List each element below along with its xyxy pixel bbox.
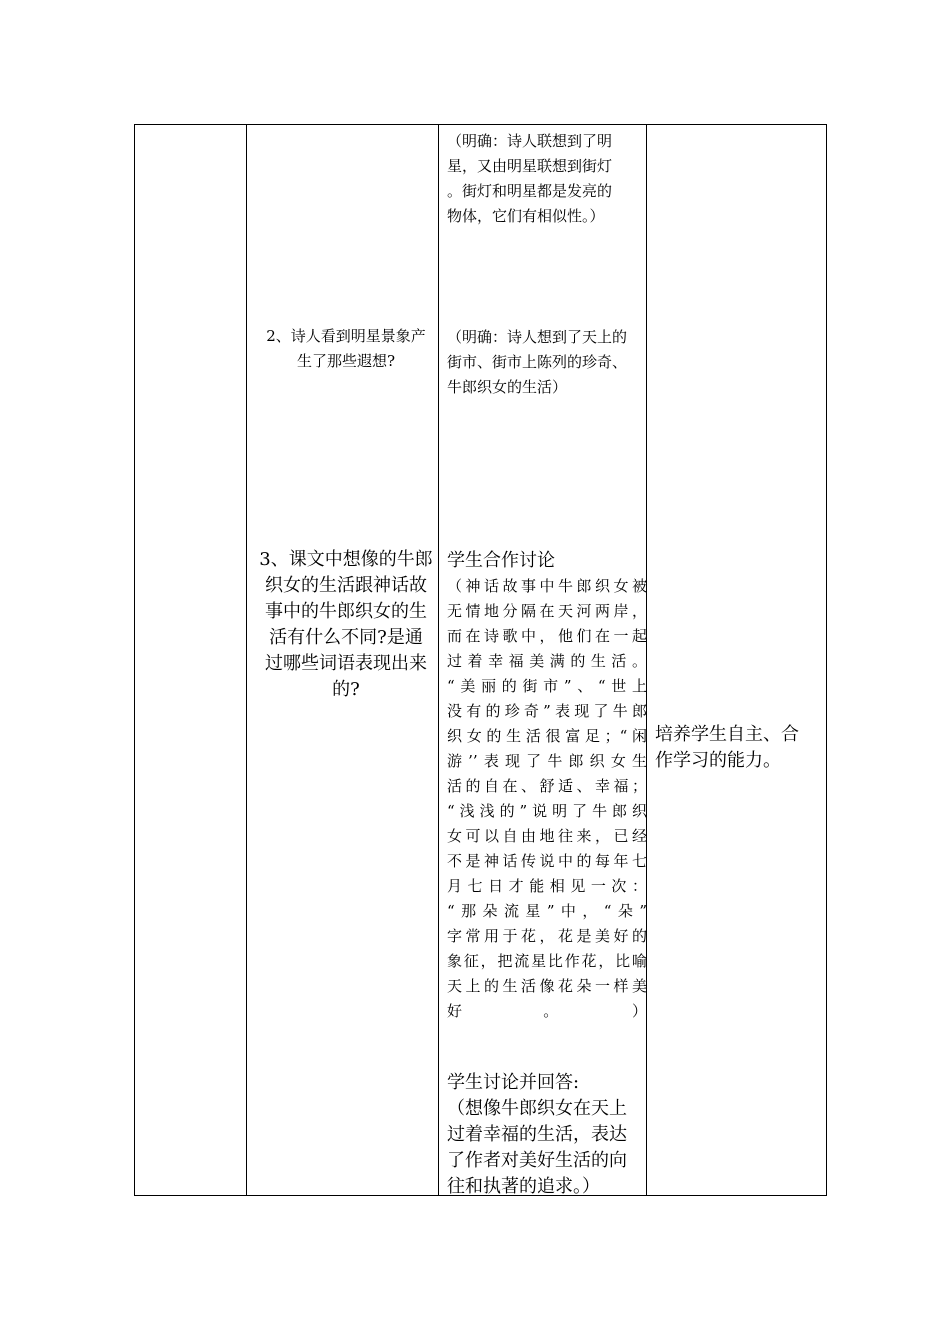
question-2: 2、诗人看到明星景象产 生了那些遐想? [266,327,426,370]
question-3: 3、课文中想像的牛郎 织女的生活跟神话故 事中的牛郎织女的生 活有什么不同?是通 过哪些词语表现出来 的? [259,549,433,700]
activity-heading-3: 学生合作讨论 [447,550,555,571]
purpose-3: 培养学生自主、合 作学习的能力。 [655,724,799,771]
answer-1: （明确：诗人联想到了明 星，又由明星联想到街灯 。街灯和明星都是发亮的 物体，它们有相似性。） [447,132,613,225]
column-divider [246,125,247,1195]
answer-2: （明确：诗人想到了天上的 街市、街市上陈列的珍奇、 牛郎织女的生活） [447,328,628,396]
lesson-plan-table [134,124,827,1196]
activity-heading-4: 学生讨论并回答: [447,1072,580,1093]
answer-4: （想像牛郎织女在天上 过着幸福的生活，表达 了作者对美好生活的向 往和执著的追求。） [447,1098,627,1197]
answer-3: （神话故事中牛郎织女被 无情地分隔在天河两岸， 而在诗歌中，他们在一起 过着幸福美满的生活。 “美丽的街市”、“世上 没有的珍奇”表现了牛郎 织女的生活很富足；“闲 游’’表现了牛郎织女生 活的自在、舒适、幸福； “浅浅的”说明了牛郎织 女可以自由地往来，已经 不是神话传说中的每年七 月七日才能相见一次： “那朵流星”中，“朵” 字常用于花，花是美好的 象征，把流星比作花，比喻 天上的生活像花朵一样美 好。） [447,577,647,1020]
